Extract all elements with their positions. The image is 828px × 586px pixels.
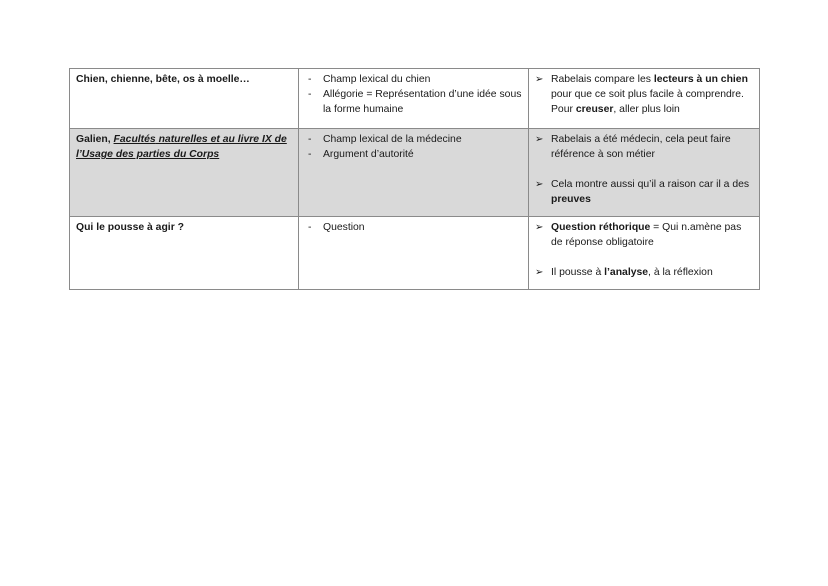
arrow-bullet-icon: ➢ <box>535 74 544 85</box>
analysis-text: Il pousse à <box>551 267 605 278</box>
dash-list <box>305 220 522 235</box>
analysis-bold: creuser <box>575 104 614 115</box>
points-cell <box>299 217 529 290</box>
analysis-text: , aller plus loin <box>613 104 680 115</box>
point-text: Question <box>323 222 365 233</box>
list-item <box>535 177 753 207</box>
list-item <box>535 72 753 117</box>
analysis-bold: lecteurs à un chien <box>653 74 748 85</box>
arrow-list <box>535 72 753 117</box>
list-item <box>305 147 522 162</box>
dash-bullet: - <box>308 149 312 160</box>
list-item <box>305 72 522 87</box>
term-part: Galien, <box>76 134 114 145</box>
point-text: Allégorie = Représentation d’une idée sous la forme humaine <box>323 89 522 115</box>
term-text: Chien, chienne, bête, os à moelle… <box>76 74 250 85</box>
points-cell <box>299 129 529 217</box>
dash-list <box>305 72 522 117</box>
term-cell <box>70 217 299 290</box>
analysis-table <box>69 68 760 290</box>
table-row <box>70 69 760 129</box>
analysis-text: , à la réflexion <box>648 267 713 278</box>
table-row <box>70 217 760 290</box>
analysis-text: pour que ce soit plus facile à comprendre. Pour <box>551 89 744 115</box>
term-part-underlined: naturelles et au livre IX de l’Usage des parties du Corps <box>76 134 287 160</box>
arrow-list <box>535 132 753 207</box>
dash-bullet: - <box>308 134 312 145</box>
term-text <box>76 134 287 160</box>
term-cell <box>70 129 299 217</box>
analysis-text: Cela montre aussi qu’il a raison car il a des <box>551 179 750 190</box>
dash-bullet: - <box>308 74 312 85</box>
analysis-bold: l’analyse <box>604 267 649 278</box>
analysis-bold: Question réthorique <box>551 222 651 233</box>
arrow-bullet-icon: ➢ <box>535 134 544 145</box>
arrow-bullet-icon: ➢ <box>535 179 544 190</box>
dash-bullet: - <box>308 222 312 233</box>
list-item <box>535 220 753 250</box>
arrow-list <box>535 220 753 280</box>
point-text: Champ lexical de la médecine <box>323 134 462 145</box>
points-cell <box>299 69 529 129</box>
analysis-text: = Qui n.amène pas de réponse obligatoire <box>551 222 742 248</box>
arrow-bullet-icon: ➢ <box>535 267 544 278</box>
list-item <box>305 132 522 147</box>
analysis-cell <box>529 69 760 129</box>
dash-list <box>305 132 522 162</box>
point-text: Argument d’autorité <box>323 149 414 160</box>
list-item <box>305 220 522 235</box>
term-text: Qui le pousse à agir ? <box>76 222 184 233</box>
term-part-underlined: Facultés <box>113 134 156 145</box>
analysis-text: Rabelais compare les <box>551 74 654 85</box>
analysis-text: Rabelais a été médecin, cela peut faire référence à son métier <box>551 134 731 160</box>
list-item <box>305 87 522 117</box>
arrow-bullet-icon: ➢ <box>535 222 544 233</box>
list-item <box>535 265 753 280</box>
analysis-cell <box>529 129 760 217</box>
term-cell <box>70 69 299 129</box>
point-text: Champ lexical du chien <box>323 74 431 85</box>
analysis-bold: preuves <box>551 194 591 205</box>
dash-bullet: - <box>308 89 312 100</box>
table-row <box>70 129 760 217</box>
analysis-cell <box>529 217 760 290</box>
list-item <box>535 132 753 162</box>
